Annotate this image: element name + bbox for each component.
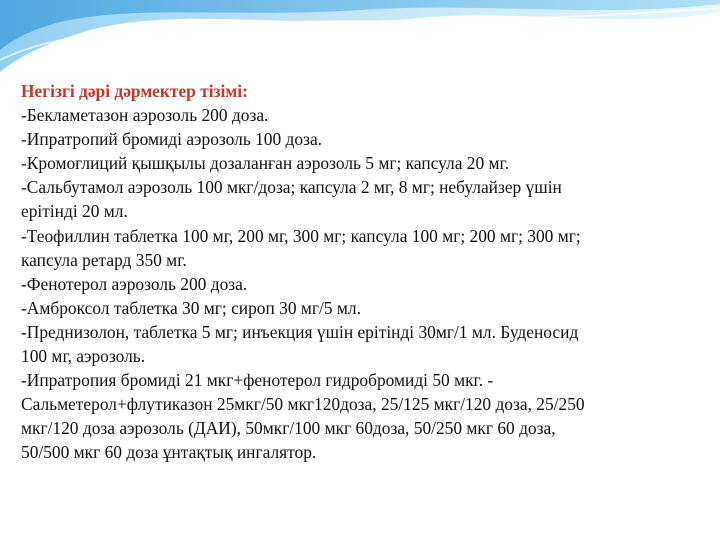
list-line: -Преднизолон, таблетка 5 мг; инъекция үшін ерітінді 30мг/1 мл. Буденосид (21, 321, 579, 342)
list-line: -Бекламетазон аэрозоль 200 доза. (21, 105, 269, 126)
list-line: -Ипратропий бромиді аэрозоль 100 доза. (21, 129, 323, 150)
list-line: мкг/120 доза аэрозоль (ДАИ), 50мкг/100 мкг 60доза, 50/250 мкг 60 доза, (21, 418, 556, 439)
content-block (21, 79, 703, 465)
list-line: 50/500 мкг 60 доза ұнтақтық ингалятор. (21, 442, 317, 463)
list-line: -Сальбутамол аэрозоль 100 мкг/доза; капсула 2 мг, 8 мг; небулайзер үшін (21, 177, 562, 198)
list-line: -Теофиллин таблетка 100 мг, 200 мг, 300 мг; капсула 100 мг; 200 мг; 300 мг; (21, 225, 581, 246)
list-line: -Ипратропия бромиді 21 мкг+фенотерол гидробромиді 50 мкг. - (21, 370, 494, 391)
list-line: ерітінді 20 мл. (21, 201, 128, 222)
list-line: 100 мг, аэрозоль. (21, 346, 146, 367)
list-line: -Амброксол таблетка 30 мг; сироп 30 мг/5 мл. (21, 297, 361, 318)
list-line: -Фенотерол аэрозоль 200 доза. (21, 273, 248, 294)
list-heading: Негізгі дәрі дәрмектер тізімі: (21, 81, 248, 101)
list-line: -Кромоглиций қышқылы дозаланған аэрозоль 5 мг; капсула 20 мг. (21, 153, 510, 174)
list-line: капсула ретард 350 мг. (21, 249, 187, 270)
decorative-wave-header (0, 0, 720, 80)
list-line: Сальметерол+флутиказон 25мкг/50 мкг120доза, 25/125 мкг/120 доза, 25/250 (21, 394, 585, 415)
